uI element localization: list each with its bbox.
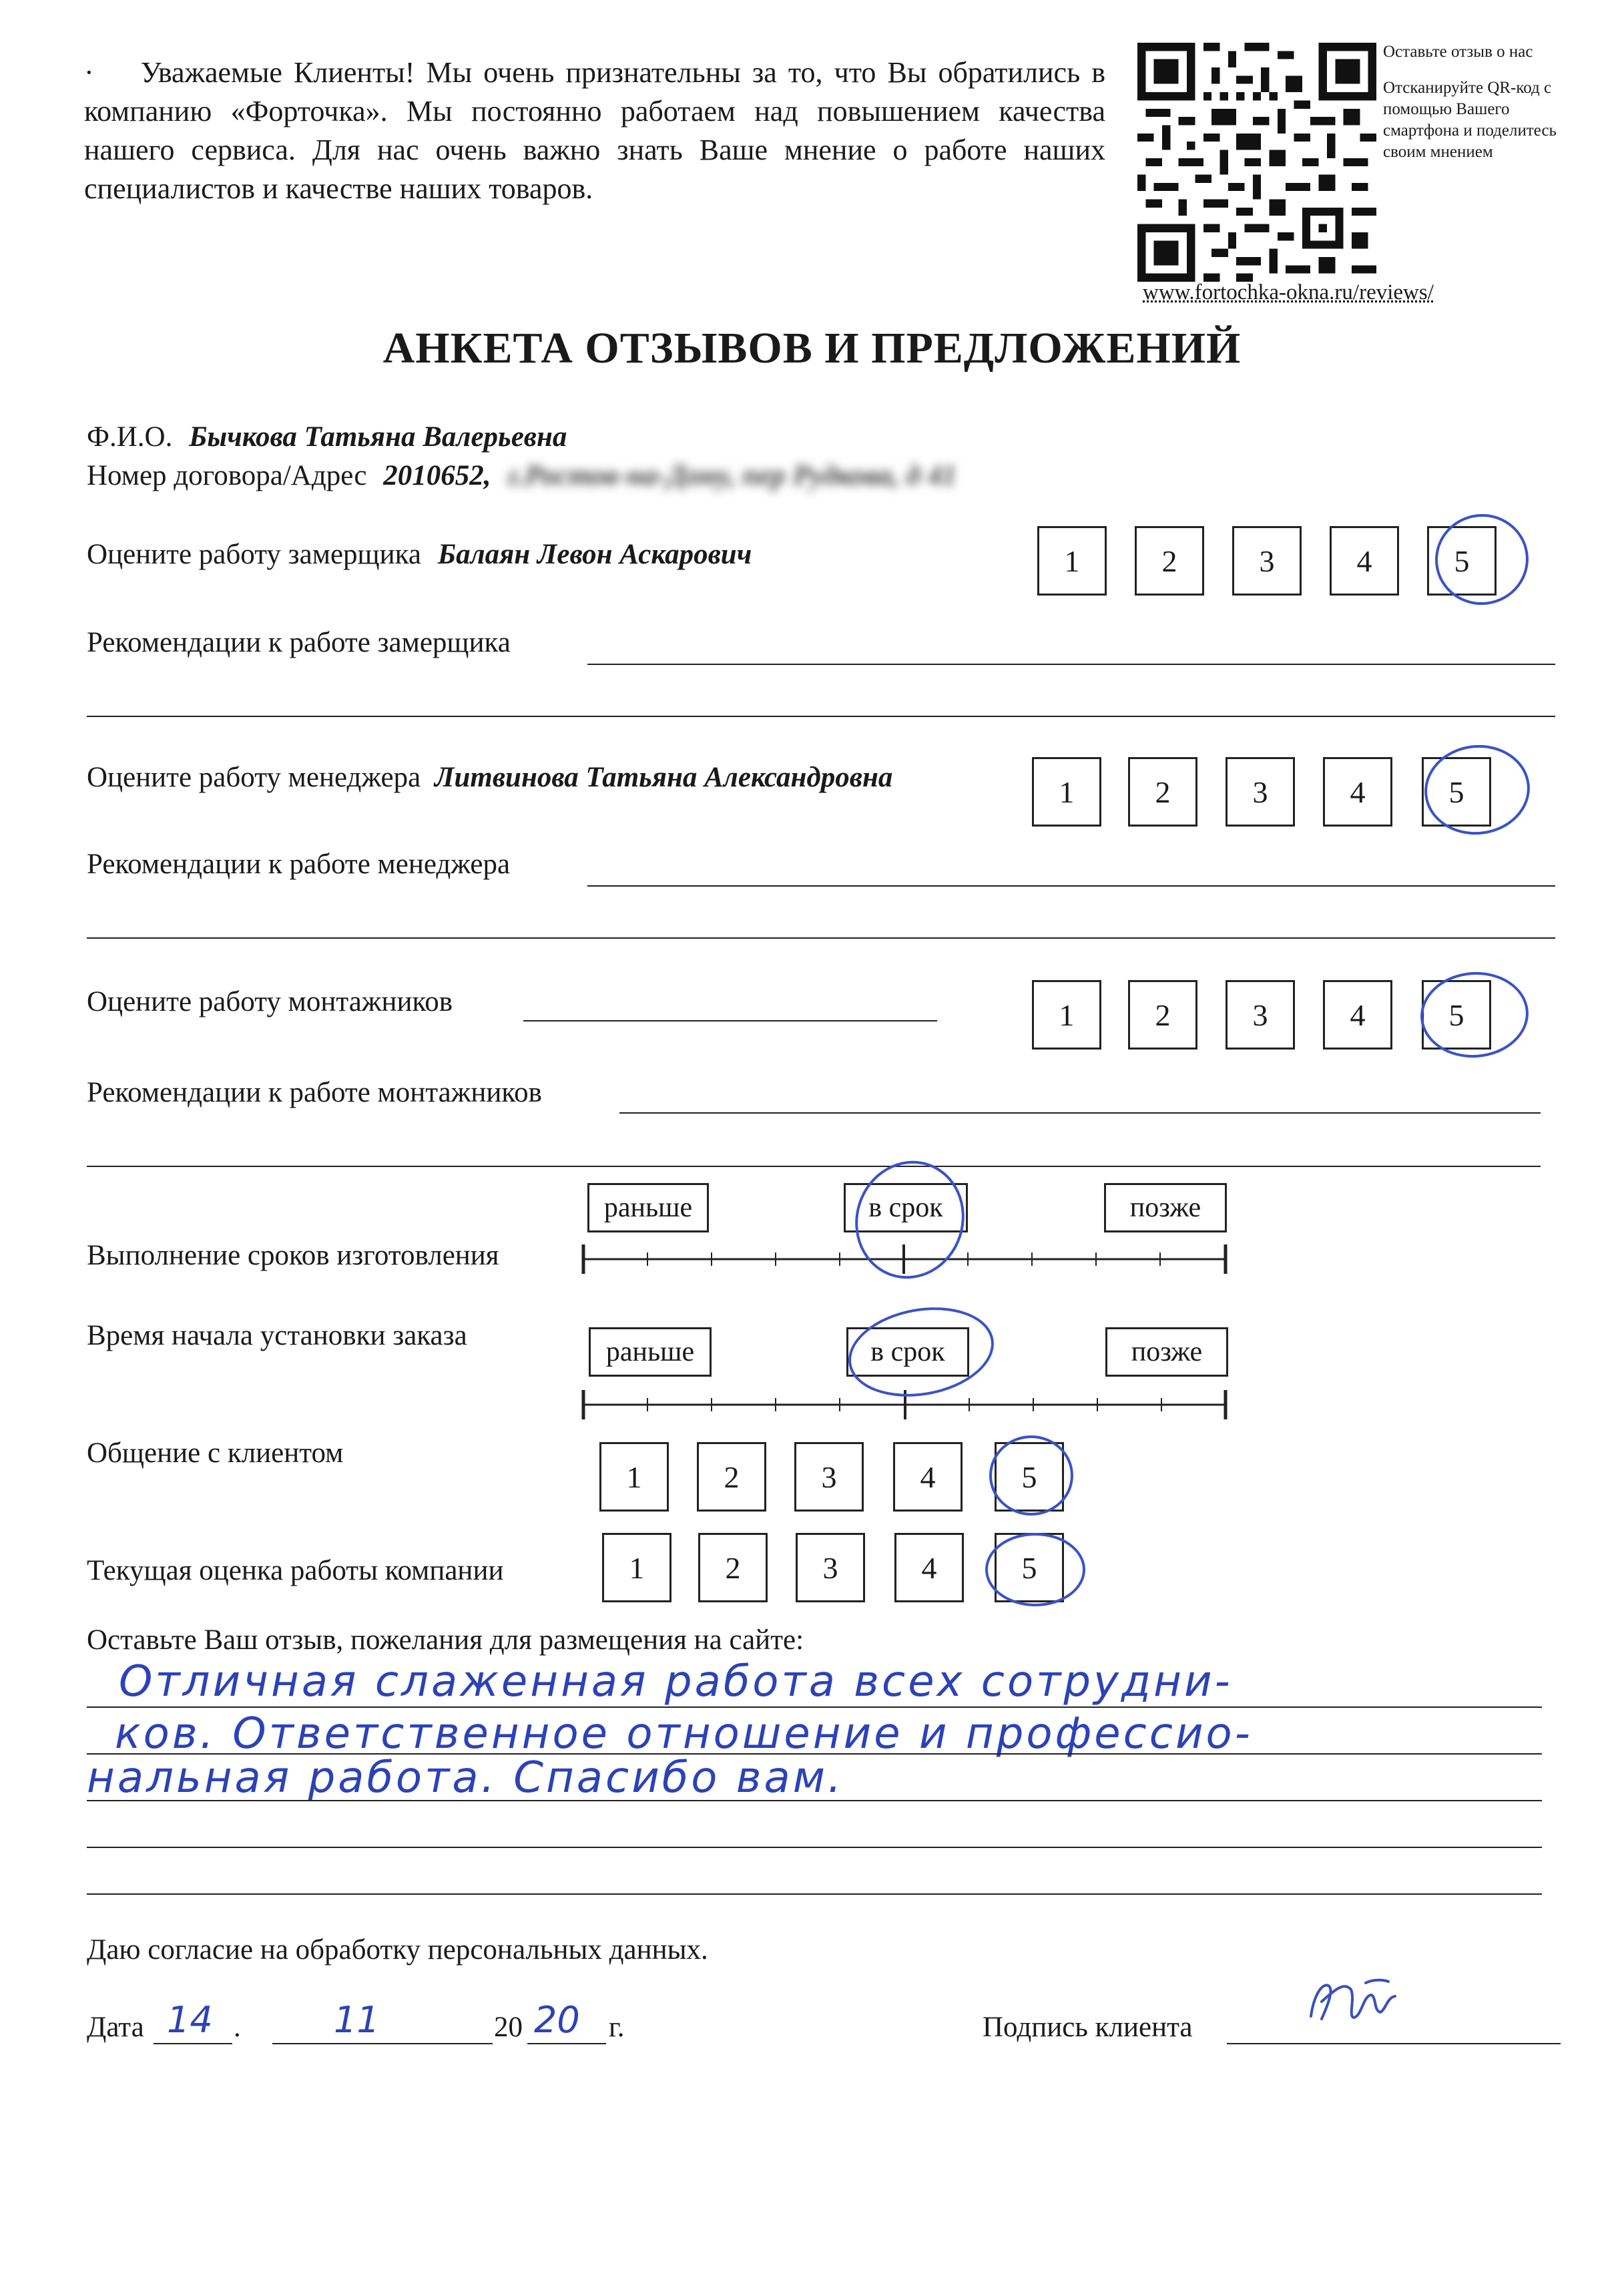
date-label: Дата xyxy=(87,2012,144,2043)
date-year-prefix: 20 xyxy=(494,2012,523,2043)
company-score-1[interactable]: 1 xyxy=(602,1533,671,1602)
consent-text: Даю согласие на обработку персональных данных. xyxy=(87,1934,708,1966)
measurer-score-2[interactable]: 2 xyxy=(1135,526,1204,596)
manager-score-1[interactable]: 1 xyxy=(1032,757,1101,827)
measurer-score-5[interactable]: 5 xyxy=(1427,526,1497,596)
feedback-line-2: ков. Ответственное отношение и профессио- xyxy=(115,1709,1253,1759)
manager-rating-label-row xyxy=(87,761,892,794)
manager-score-5[interactable]: 5 xyxy=(1422,757,1491,827)
address-redacted: г.Ростов-на-Дону, пер Рудкова, д 41 xyxy=(507,460,957,491)
measurer-rec-line-1[interactable] xyxy=(587,664,1555,665)
installers-score-4[interactable]: 4 xyxy=(1323,980,1392,1050)
manager-rec-line-2[interactable] xyxy=(87,937,1555,939)
measurer-score-4[interactable]: 4 xyxy=(1330,526,1399,596)
qr-caption-title: Оставьте отзыв о нас xyxy=(1383,43,1533,61)
contract-value: 2010652, xyxy=(383,460,491,491)
manager-name: Литвинова Татьяна Александровна xyxy=(434,762,893,793)
date-day-line[interactable] xyxy=(154,2043,232,2044)
install-start-label: Время начала установки заказа xyxy=(87,1320,467,1351)
intro-text: Уважаемые Клиенты! Мы очень признательны за то, что Вы обратились в компанию «Форточка». Мы постоянно работаем над повышением качества нашего сервиса. Для нас очень важно знать Ваше мнение о работе наших специалистов и качестве наших товаров. xyxy=(84,56,1105,205)
date-year-suffix: 20 xyxy=(534,1999,580,2041)
production-early-label[interactable]: раньше xyxy=(587,1183,709,1232)
contract-label: Номер договора/Адрес xyxy=(87,460,367,491)
manager-rating-label: Оцените работу менеджера xyxy=(87,762,421,793)
fio-label: Ф.И.О. xyxy=(87,421,173,453)
manager-rec-label: Рекомендации к работе менеджера xyxy=(87,849,511,880)
installers-score-5[interactable]: 5 xyxy=(1422,980,1491,1050)
company-label: Текущая оценка работы компании xyxy=(87,1555,504,1586)
contract-row xyxy=(87,459,957,492)
company-score-5[interactable]: 5 xyxy=(995,1533,1064,1602)
date-suffix: г. xyxy=(609,2012,625,2043)
date-day: 14 xyxy=(167,1999,213,2041)
measurer-score-1[interactable]: 1 xyxy=(1037,526,1107,596)
production-ontime-label[interactable]: в срок xyxy=(844,1183,968,1232)
install-ontime-label[interactable]: в срок xyxy=(846,1327,969,1377)
company-score-2[interactable]: 2 xyxy=(698,1533,768,1602)
installers-score-1[interactable]: 1 xyxy=(1032,980,1101,1050)
communication-score-1[interactable]: 1 xyxy=(599,1442,669,1512)
installers-rec-label: Рекомендации к работе монтажников xyxy=(87,1077,542,1108)
install-early-label[interactable]: раньше xyxy=(589,1327,712,1377)
feedback-label: Оставьте Ваш отзыв, пожелания для размещения на сайте: xyxy=(87,1624,804,1656)
signature-label: Подпись клиента xyxy=(983,2012,1193,2043)
manager-score-2[interactable]: 2 xyxy=(1128,757,1197,827)
qr-caption xyxy=(1383,41,1557,163)
qr-code[interactable] xyxy=(1137,43,1376,282)
feedback-line-1: Отличная слаженная работа всех сотрудни- xyxy=(119,1657,1233,1706)
measurer-name: Балаян Левон Аскарович xyxy=(437,539,752,570)
feedback-rule-3[interactable] xyxy=(87,1800,1542,1801)
signature-line[interactable] xyxy=(1227,2043,1561,2044)
manager-score-3[interactable]: 3 xyxy=(1226,757,1295,827)
page-title: АНКЕТА ОТЗЫВОВ И ПРЕДЛОЖЕНИЙ xyxy=(382,324,1242,373)
feedback-rule-4[interactable] xyxy=(87,1847,1542,1848)
company-selected-mark xyxy=(985,1533,1085,1606)
manager-rec-line-1[interactable] xyxy=(587,885,1555,887)
installers-name-line[interactable] xyxy=(523,1020,937,1021)
measurer-rating-label: Оцените работу замерщика xyxy=(87,539,421,570)
measurer-rec-line-2[interactable] xyxy=(87,716,1555,717)
date-month: 11 xyxy=(334,1999,380,2041)
communication-selected-mark xyxy=(989,1435,1073,1516)
installers-rating-label: Оцените работу монтажников xyxy=(87,986,453,1017)
production-late-label[interactable]: позже xyxy=(1104,1183,1227,1232)
measurer-rating-label-row xyxy=(87,538,752,571)
date-month-line[interactable] xyxy=(272,2043,493,2044)
bullet-dot: · xyxy=(84,56,94,89)
communication-score-4[interactable]: 4 xyxy=(893,1442,963,1512)
date-year-line[interactable] xyxy=(527,2043,606,2044)
feedback-rule-1[interactable] xyxy=(87,1706,1542,1708)
measurer-rec-label: Рекомендации к работе замерщика xyxy=(87,627,511,658)
qr-caption-text: Отсканируйте QR-код с помощью Вашего смартфона и поделитесь своим мнением xyxy=(1383,79,1557,161)
intro-paragraph xyxy=(84,53,1105,208)
communication-score-3[interactable]: 3 xyxy=(794,1442,864,1512)
client-signature xyxy=(1302,1970,1408,2043)
reviews-link[interactable]: www.fortochka-okna.ru/reviews/ xyxy=(1143,280,1434,304)
communication-score-2[interactable]: 2 xyxy=(697,1442,766,1512)
company-score-3[interactable]: 3 xyxy=(796,1533,865,1602)
install-late-label[interactable]: позже xyxy=(1105,1327,1228,1377)
date-dot: . xyxy=(234,2012,241,2043)
installers-score-3[interactable]: 3 xyxy=(1226,980,1295,1050)
installers-rec-line-1[interactable] xyxy=(619,1112,1541,1114)
production-label: Выполнение сроков изготовления xyxy=(87,1240,499,1271)
communication-score-5[interactable]: 5 xyxy=(995,1442,1064,1512)
company-score-4[interactable]: 4 xyxy=(894,1533,964,1602)
feedback-rule-5[interactable] xyxy=(87,1893,1542,1895)
installers-rec-line-2[interactable] xyxy=(87,1166,1541,1167)
fio-value: Бычкова Татьяна Валерьевна xyxy=(189,421,567,453)
communication-label: Общение с клиентом xyxy=(87,1437,344,1469)
feedback-line-3: нальная работа. Спасибо вам. xyxy=(87,1753,844,1803)
installers-score-2[interactable]: 2 xyxy=(1128,980,1197,1050)
measurer-score-3[interactable]: 3 xyxy=(1232,526,1302,596)
manager-score-4[interactable]: 4 xyxy=(1323,757,1392,827)
fio-row xyxy=(87,421,567,453)
